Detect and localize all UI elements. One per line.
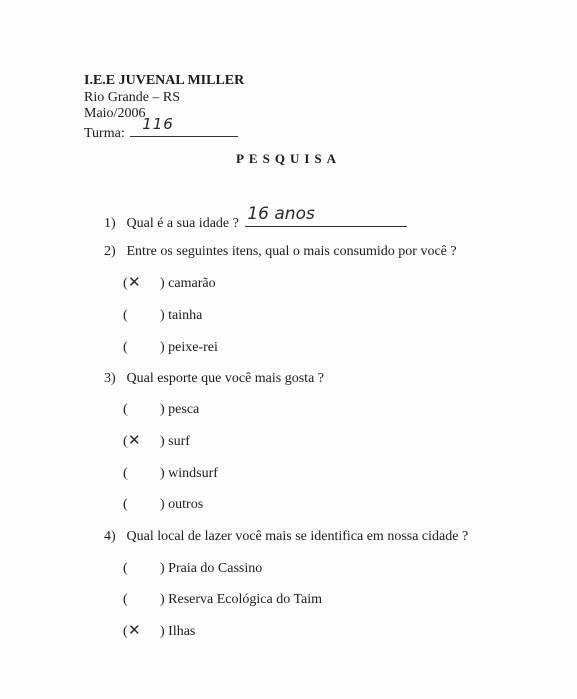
option-ilhas (123, 621, 196, 640)
date-line: Maio/2006 (84, 106, 146, 121)
option-label: ) camarão (160, 276, 216, 291)
option-label: ) Reserva Ecológica do Taim (160, 592, 323, 607)
option-peixe-rei (123, 340, 218, 356)
question-number: 3) (104, 371, 116, 386)
question-3 (104, 371, 324, 387)
option-label: ) Praia do Cassino (160, 561, 263, 576)
age-handwritten: 16 anos (247, 204, 315, 224)
check-mark-icon: ✕ (128, 273, 141, 291)
question-text: Qual esporte que você mais gosta ? (126, 371, 324, 386)
question-text: Entre os seguintes itens, qual o mais consumido por você ? (126, 244, 457, 259)
page-title: PESQUISA (235, 151, 342, 166)
option-surf (123, 431, 190, 450)
school-name: I.E.E JUVENAL MILLER (84, 73, 245, 88)
check-mark-icon: ✕ (128, 431, 141, 449)
checkbox: ( ✕ (123, 273, 141, 291)
turma-label: Turma: (84, 126, 125, 141)
option-label: ) peixe-rei (160, 340, 218, 355)
turma-answer-line (130, 115, 238, 137)
option-windsurf (123, 466, 218, 482)
option-camarao (123, 273, 216, 292)
option-label: ) Ilhas (160, 624, 196, 639)
question-number: 2) (104, 244, 116, 259)
turma-line (84, 115, 238, 142)
checkbox: ( (123, 466, 128, 481)
checkbox: ( ✕ (123, 621, 141, 639)
option-label: ) surf (160, 434, 190, 449)
question-2 (104, 244, 457, 260)
turma-handwritten: 116 (142, 115, 174, 133)
checkbox: ( (123, 308, 128, 323)
city-line: Rio Grande – RS (84, 90, 181, 105)
option-tainha (123, 308, 202, 324)
question-1 (104, 204, 407, 232)
option-pesca (123, 402, 199, 418)
age-answer-line (245, 204, 407, 227)
checkbox: ( (123, 340, 128, 355)
question-text: Qual é a sua idade ? (126, 216, 239, 231)
checkbox: ( (123, 561, 128, 576)
option-label: ) windsurf (160, 466, 218, 481)
question-4 (104, 529, 468, 545)
checkbox: ( (123, 497, 128, 512)
option-label: ) tainha (160, 308, 203, 323)
check-mark-icon: ✕ (128, 621, 141, 639)
option-label: ) outros (160, 497, 204, 512)
question-text: Qual local de lazer você mais se identifica em nossa cidade ? (126, 529, 469, 544)
option-outros (123, 497, 203, 513)
option-praia-do-cassino (123, 561, 262, 577)
option-reserva-taim (123, 592, 322, 608)
checkbox: ( ✕ (123, 431, 141, 449)
question-number: 4) (104, 529, 116, 544)
option-label: ) pesca (160, 402, 200, 417)
checkbox: ( (123, 402, 128, 417)
checkbox: ( (123, 592, 128, 607)
question-number: 1) (104, 216, 116, 231)
